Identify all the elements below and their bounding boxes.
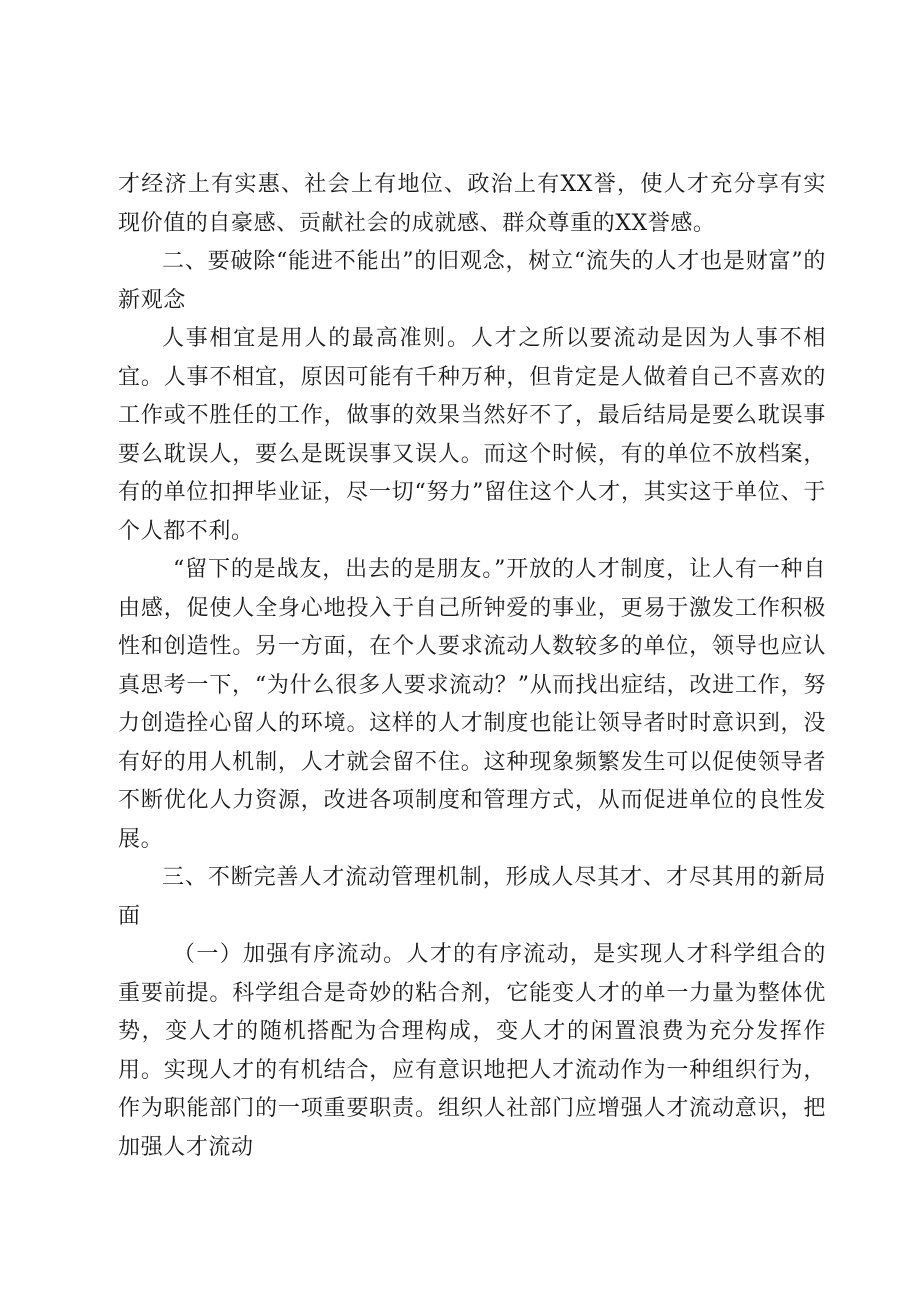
paragraph-body: 人事相宜是用人的最高准则。人才之所以要流动是因为人事不相宜。人事不相宜，原因可能有千种万种，但肯定是人做着自己不喜欢的工作或不胜任的工作，做事的效果当然好不了，最后结局是要么耽误事要么耽误人，要么是既误事又误人。而这个时候，有的单位不放档案，有的单位扣押毕业证，尽一切“努力”留住这个人才，其实这于单位、于个人都不利。 xyxy=(118,326,826,544)
section-heading-2: 二、要破除“能进不能出”的旧观念，树立“流失的人才也是财富”的新观念 xyxy=(118,249,826,313)
document-body xyxy=(118,166,826,1167)
paragraph-body: （一）加强有序流动。人才的有序流动，是实现人才科学组合的重要前提。科学组合是奇妙的粘合剂，它能变人才的单一力量为整体优势，变人才的随机搭配为合理构成，变人才的闲置浪费为充分发挥作用。实现人才的有机结合，应有意识地把人才流动作为一种组织行为，作为职能部门的一项重要职责。组织人社部门应增强人才流动意识，把加强人才流动 xyxy=(118,942,826,1160)
section-heading-3: 三、不断完善人才流动管理机制，形成人尽其才、才尽其用的新局面 xyxy=(118,865,826,929)
paragraph-body: “留下的是战友，出去的是朋友。”开放的人才制度，让人有一种自由感，促使人全身心地投入于自己所钟爱的事业，更易于激发工作积极性和创造性。另一方面，在个人要求流动人数较多的单位，领导也应认真思考一下，“为什么很多人要求流动？”从而找出症结，改进工作，努力创造拴心留人的环境。这样的人才制度也能让领导者时时意识到，没有好的用人机制，人才就会留不住。这种现象频繁发生可以促使领导者不断优化人力资源，改进各项制度和管理方式，从而促进单位的良性发展。 xyxy=(118,557,826,852)
paragraph-continuation: 才经济上有实惠、社会上有地位、政治上有XX誉，使人才充分享有实现价值的自豪感、贡献社会的成就感、群众尊重的XX誉感。 xyxy=(118,172,826,236)
